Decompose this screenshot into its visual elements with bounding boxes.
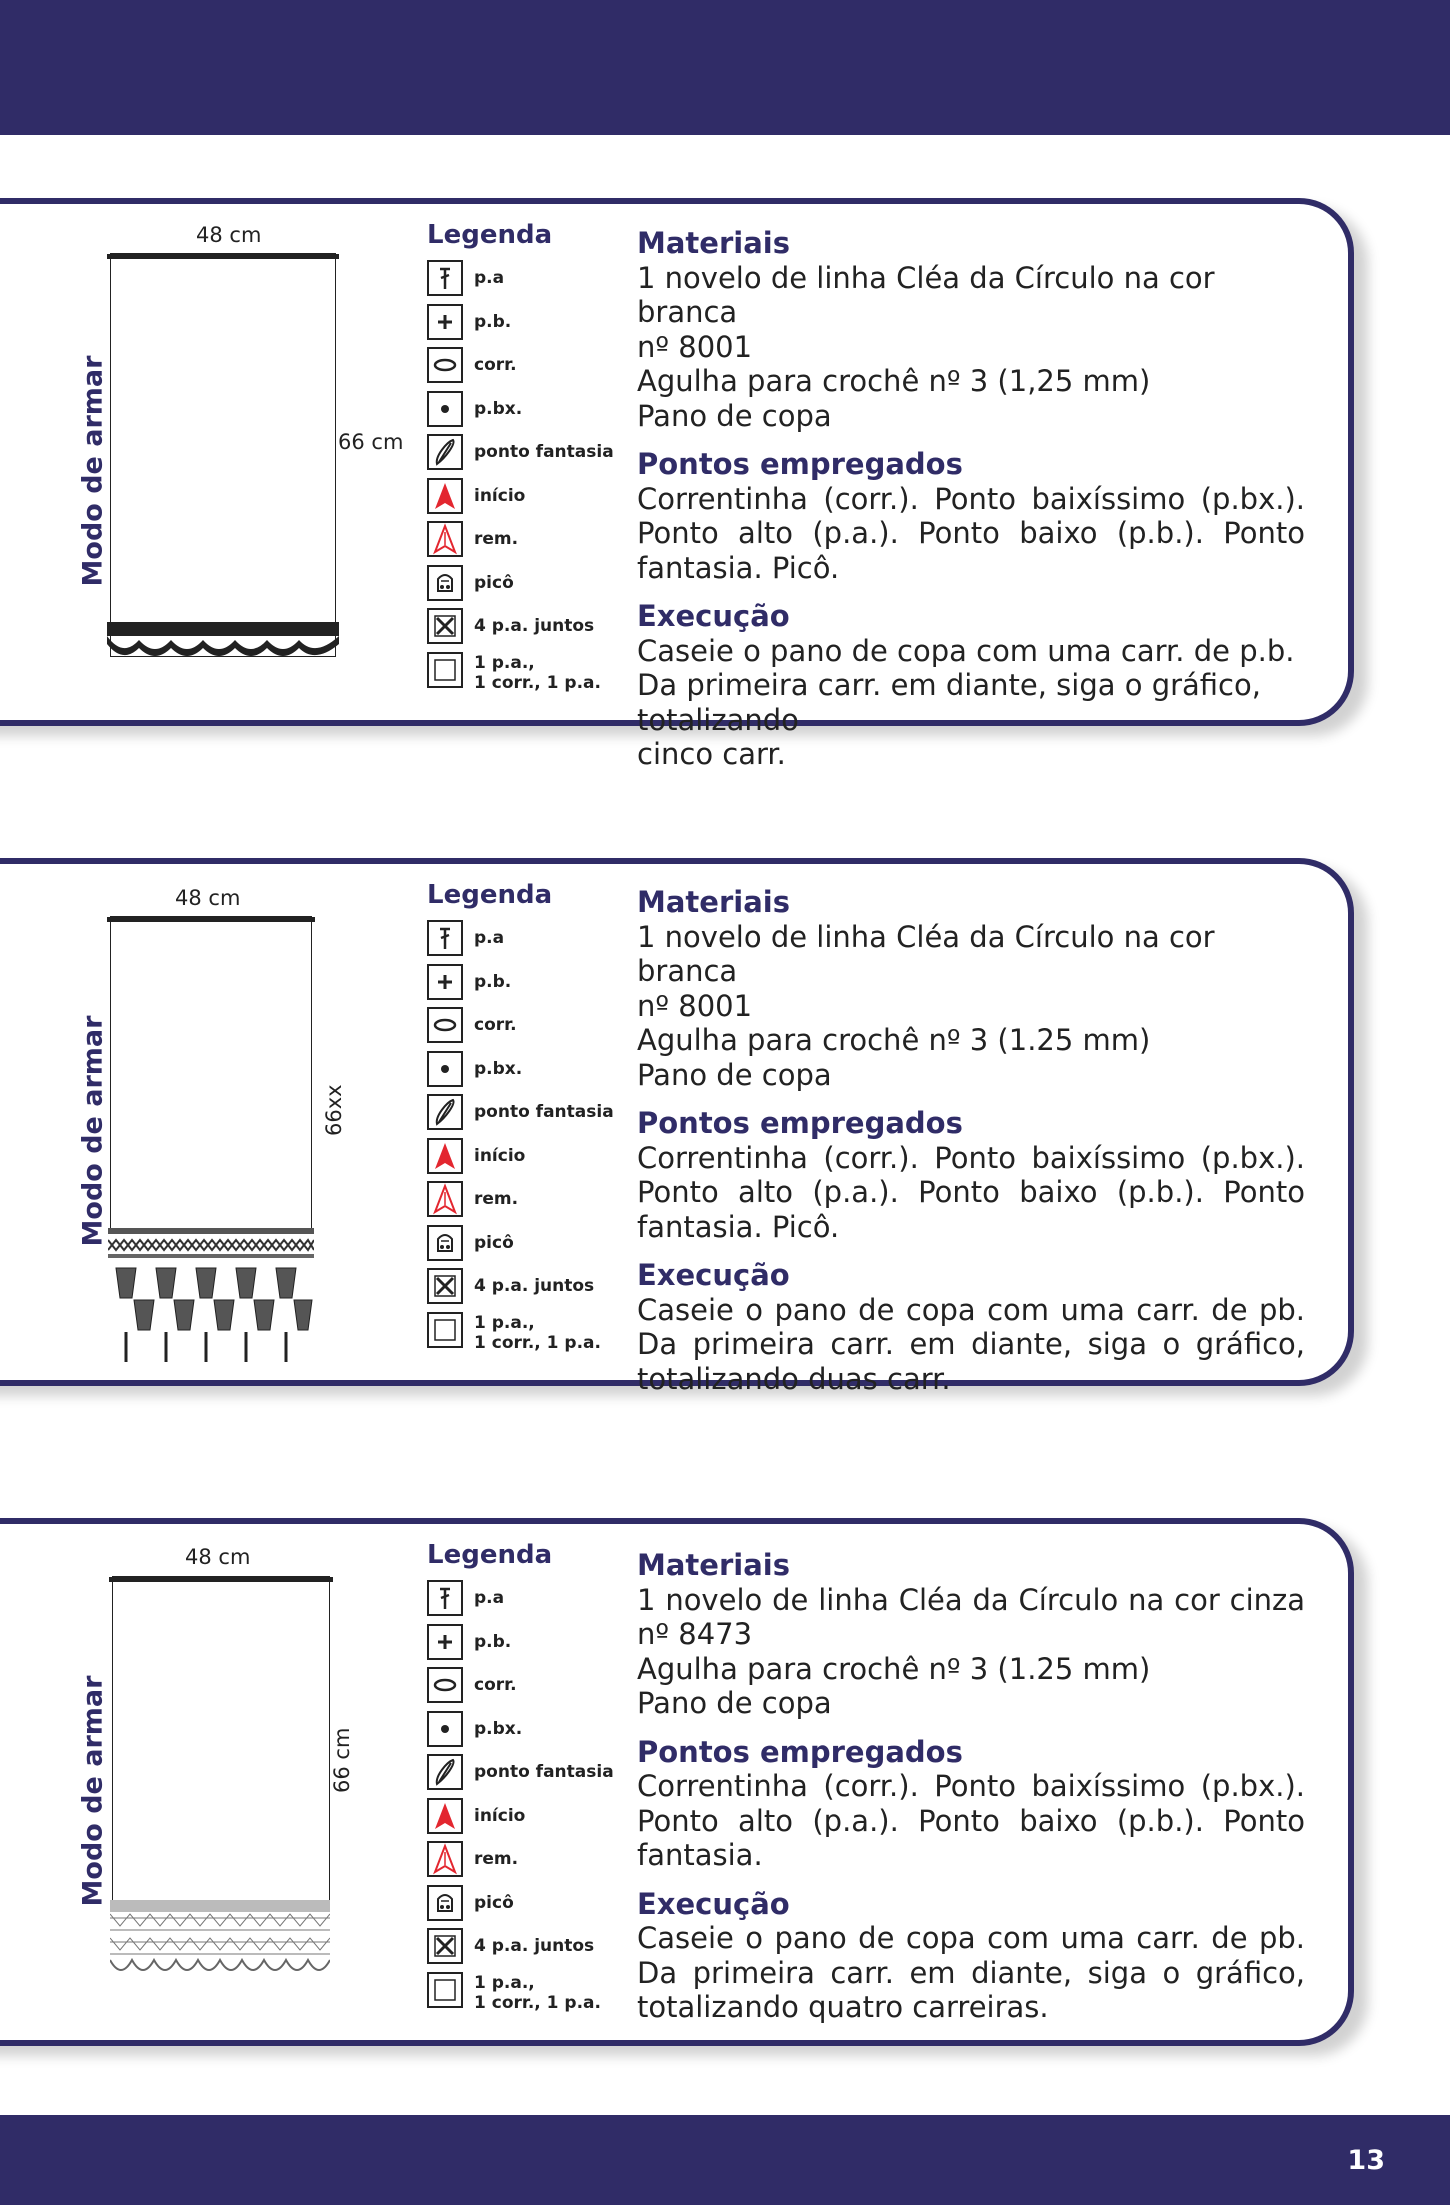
pa-icon: [429, 922, 461, 954]
pico-icon: [429, 1227, 461, 1259]
ponto-fantasia-icon: [429, 436, 461, 468]
inicio-icon: [429, 1800, 461, 1832]
width-label: 48 cm: [175, 886, 241, 910]
pb-icon: [429, 1626, 461, 1658]
legend-item: p.a: [427, 1580, 627, 1624]
panel-1: [0, 198, 1450, 771]
legend-item: início: [427, 1138, 627, 1182]
side-label: Modo de armar: [77, 355, 109, 586]
legend-item: início: [427, 478, 627, 522]
towel-edge-pattern: [107, 622, 339, 662]
legend-item: p.b.: [427, 304, 627, 348]
pbx-icon: [429, 393, 461, 425]
legend-item: rem.: [427, 1181, 627, 1225]
legend: [427, 220, 627, 695]
legend-item: rem.: [427, 1841, 627, 1885]
legend-title: Legenda: [427, 1540, 553, 1570]
pontos-heading: Pontos empregados: [637, 1106, 963, 1140]
rem-icon: [429, 523, 461, 555]
towel-diagram: [112, 1576, 330, 1904]
height-label: 66 cm: [330, 1727, 354, 1793]
execucao-heading: Execução: [637, 1258, 790, 1292]
four-pa-icon: [429, 610, 461, 642]
legend-item: 1 p.a., 1 corr., 1 p.a.: [427, 1312, 627, 1356]
pb-icon: [429, 966, 461, 998]
legend-item: ponto fantasia: [427, 434, 627, 478]
legend: [427, 880, 627, 1355]
legend-item: 4 p.a. juntos: [427, 608, 627, 652]
empty-square-icon: [429, 1314, 461, 1346]
legend-item: p.a: [427, 920, 627, 964]
pa-icon: [429, 262, 461, 294]
pbx-icon: [429, 1713, 461, 1745]
legend-title: Legenda: [427, 880, 553, 910]
legend-item: ponto fantasia: [427, 1094, 627, 1138]
instructions: Materiais 1 novelo de linha Cléa da Círculo na cor branca nº 8001 Agulha para crochê nº 3 (1,25 mm) Pano de copa Pontos empregados Correntinha (corr.). Ponto baixíssimo (p.bx.). Ponto alto (p.a.). Ponto baixo (p.b.). Ponto fantasia. Picô. Execução Caseie o pano de copa com uma carr. de p.b. Da primeira carr. em diante, siga o gráfico, totalizando cinco carr.: [637, 226, 1305, 771]
instructions: Materiais 1 novelo de linha Cléa da Círculo na cor cinza nº 8473 Agulha para crochê nº 3 (1.25 mm) Pano de copa Pontos empregados Correntinha (corr.). Ponto baixíssimo (p.bx.). Ponto alto (p.a.). Ponto baixo (p.b.). Ponto fantasia. Execução Caseie o pano de copa com uma carr. de pb. Da primeira carr. em diante, siga o gráfico, totalizando quatro carreiras.: [637, 1548, 1305, 2024]
towel-edge-pattern: [108, 1228, 314, 1368]
legend-item: corr.: [427, 1667, 627, 1711]
towel-diagram: [110, 916, 312, 1230]
legend-item: p.a: [427, 260, 627, 304]
legend-item: p.b.: [427, 1624, 627, 1668]
height-label: 66xx: [322, 1084, 346, 1136]
legend-item: 4 p.a. juntos: [427, 1928, 627, 1972]
instructions: Materiais 1 novelo de linha Cléa da Círculo na cor branca nº 8001 Agulha para crochê nº 3 (1.25 mm) Pano de copa Pontos empregados Correntinha (corr.). Ponto baixíssimo (p.bx.). Ponto alto (p.a.). Ponto baixo (p.b.). Ponto fantasia. Picô. Execução Caseie o pano de copa com uma carr. de pb. Da primeira carr. em diante, siga o gráfico, totalizando duas carr.: [637, 885, 1305, 1396]
inicio-icon: [429, 1140, 461, 1172]
height-label: 66 cm: [338, 430, 404, 454]
corr-icon: [429, 349, 461, 381]
footer-bar: [0, 2115, 1450, 2205]
legend-item: picô: [427, 1225, 627, 1269]
materiais-heading: Materiais: [637, 885, 790, 919]
inicio-icon: [429, 480, 461, 512]
towel-edge-pattern: [110, 1900, 330, 1982]
materiais-heading: Materiais: [637, 1548, 790, 1582]
legend-item: 1 p.a., 1 corr., 1 p.a.: [427, 652, 627, 696]
ponto-fantasia-icon: [429, 1756, 461, 1788]
corr-icon: [429, 1669, 461, 1701]
panel-2: [0, 858, 1450, 1403]
rem-icon: [429, 1843, 461, 1875]
legend-item: 4 p.a. juntos: [427, 1268, 627, 1312]
materiais-heading: Materiais: [637, 226, 790, 260]
legend-item: p.bx.: [427, 1051, 627, 1095]
four-pa-icon: [429, 1270, 461, 1302]
legend-item: picô: [427, 1885, 627, 1929]
width-label: 48 cm: [185, 1545, 251, 1569]
legend-item: corr.: [427, 1007, 627, 1051]
rem-icon: [429, 1183, 461, 1215]
corr-icon: [429, 1009, 461, 1041]
legend-item: início: [427, 1798, 627, 1842]
side-label: Modo de armar: [77, 1675, 109, 1906]
ponto-fantasia-icon: [429, 1096, 461, 1128]
legend-item: corr.: [427, 347, 627, 391]
legend-title: Legenda: [427, 220, 553, 250]
legend-item: rem.: [427, 521, 627, 565]
pontos-heading: Pontos empregados: [637, 447, 963, 481]
execucao-heading: Execução: [637, 599, 790, 633]
header-bar: [0, 0, 1450, 135]
side-label: Modo de armar: [77, 1015, 109, 1246]
legend-item: p.bx.: [427, 391, 627, 435]
pbx-icon: [429, 1053, 461, 1085]
panel-3: [0, 1518, 1450, 2063]
legend: [427, 1540, 627, 2015]
legend-item: p.bx.: [427, 1711, 627, 1755]
pontos-heading: Pontos empregados: [637, 1734, 963, 1769]
four-pa-icon: [429, 1930, 461, 1962]
pico-icon: [429, 567, 461, 599]
pb-icon: [429, 306, 461, 338]
towel-diagram: [110, 253, 336, 657]
legend-item: 1 p.a., 1 corr., 1 p.a.: [427, 1972, 627, 2016]
pa-icon: [429, 1582, 461, 1614]
legend-item: picô: [427, 565, 627, 609]
width-label: 48 cm: [196, 223, 262, 247]
pico-icon: [429, 1887, 461, 1919]
execucao-heading: Execução: [637, 1886, 790, 1921]
empty-square-icon: [429, 654, 461, 686]
empty-square-icon: [429, 1974, 461, 2006]
page-number: 13: [1347, 2145, 1385, 2176]
legend-item: p.b.: [427, 964, 627, 1008]
legend-item: ponto fantasia: [427, 1754, 627, 1798]
